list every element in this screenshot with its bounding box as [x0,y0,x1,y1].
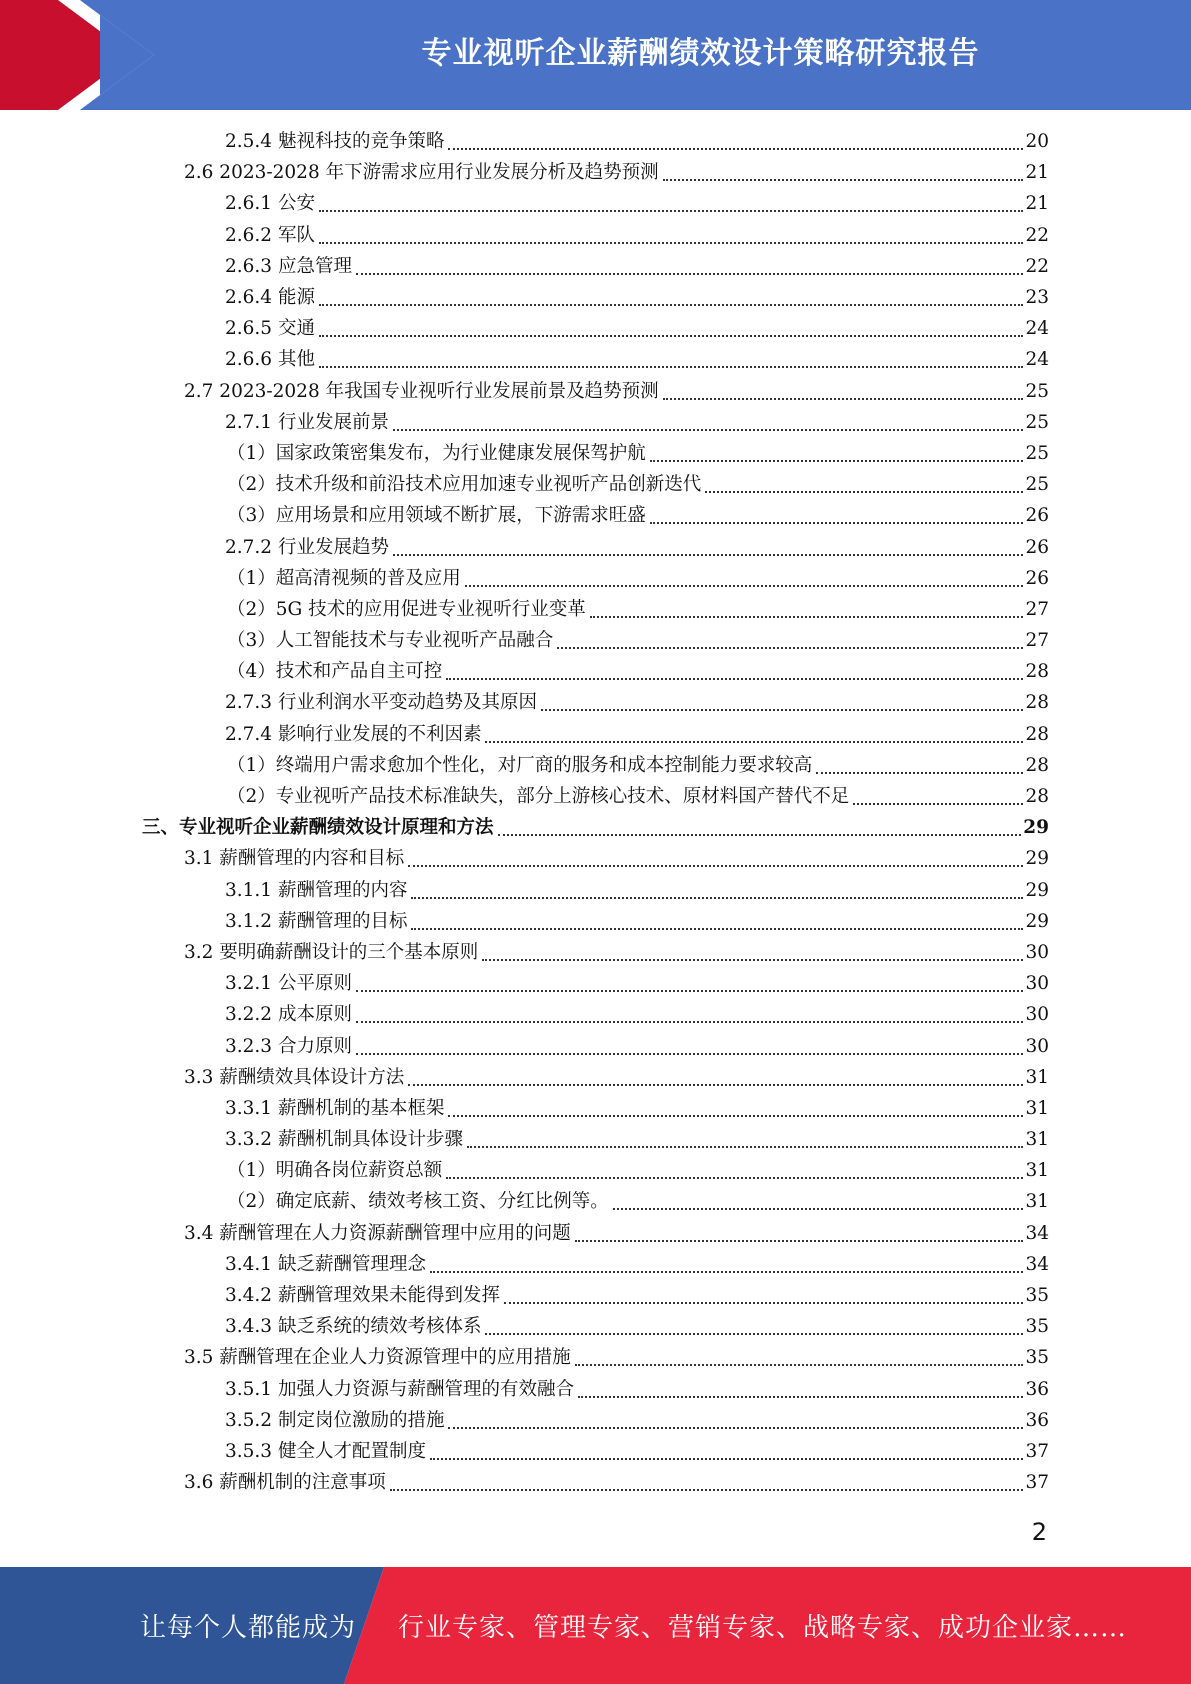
toc-entry[interactable] [0,719,1191,750]
header-banner [0,0,1191,110]
toc-entry[interactable] [0,1218,1191,1249]
toc-entry-page: 31 [1025,1129,1049,1151]
toc-entry-page: 30 [1025,1004,1049,1026]
toc-entry-title: 三、专业视听企业薪酬绩效设计原理和方法 [142,817,494,839]
toc-entry-page: 28 [1025,786,1049,808]
toc-entry-page: 22 [1025,224,1049,246]
toc-entry-title: 3.1.1 薪酬管理的内容 [225,879,408,901]
report-title: 专业视听企业薪酬绩效设计策略研究报告 [421,36,980,71]
toc-entry-page: 31 [1025,1066,1049,1088]
toc-entry-title: 2.7 2023-2028 年我国专业视听行业发展前景及趋势预测 [184,380,659,402]
toc-entry[interactable] [0,1374,1191,1405]
toc-entry[interactable] [0,438,1191,469]
toc-entry[interactable] [0,1030,1191,1061]
toc-entry[interactable] [0,1436,1191,1467]
toc-entry[interactable] [0,968,1191,999]
toc-entry[interactable] [0,1093,1191,1124]
toc-entry-page: 35 [1025,1316,1049,1338]
toc-entry[interactable] [0,407,1191,438]
toc-dot-leader [408,1083,1023,1086]
toc-entry-title: 2.6.4 能源 [225,287,315,309]
toc-entry-page: 36 [1025,1378,1049,1400]
toc-dot-leader [356,272,1024,275]
toc-entry-page: 28 [1025,661,1049,683]
toc-entry-page: 22 [1025,255,1049,277]
toc-entry-title: 3.4.3 缺乏系统的绩效考核体系 [225,1316,482,1338]
toc-dot-leader [578,1395,1023,1398]
toc-entry-title: 3.6 薪酬机制的注意事项 [184,1472,386,1494]
toc-dot-leader [319,241,1024,244]
toc-dot-leader [590,615,1024,618]
toc-entry-title: （2）确定底薪、绩效考核工资、分红比例等。 [227,1191,609,1213]
toc-entry-page: 28 [1025,754,1049,776]
toc-dot-leader [393,428,1023,431]
toc-entry-page: 34 [1025,1253,1049,1275]
toc-entry-page: 31 [1025,1191,1049,1213]
toc-entry-title: 3.2 要明确薪酬设计的三个基本原则 [184,941,479,963]
toc-dot-leader [663,178,1024,181]
toc-entry-title: 2.6.2 军队 [225,224,315,246]
toc-entry[interactable] [0,937,1191,968]
toc-entry[interactable] [0,812,1191,843]
toc-entry[interactable] [0,1249,1191,1280]
toc-dot-leader [446,677,1023,680]
toc-entry-title: 3.3 薪酬绩效具体设计方法 [184,1066,405,1088]
toc-dot-leader [393,553,1023,556]
toc-entry-page: 24 [1025,318,1049,340]
toc-dot-leader [430,1457,1023,1460]
toc-entry-page: 35 [1025,1285,1049,1307]
toc-dot-leader [356,989,1024,992]
toc-entry-title: （1）明确各岗位薪资总额 [227,1160,443,1182]
toc-entry[interactable] [0,1186,1191,1217]
toc-dot-leader [663,397,1024,400]
toc-entry-title: 3.2.3 合力原则 [225,1035,352,1057]
toc-entry-page: 37 [1025,1472,1049,1494]
toc-entry-page: 28 [1025,723,1049,745]
toc-entry-title: 2.6 2023-2028 年下游需求应用行业发展分析及趋势预测 [184,162,659,184]
toc-entry-page: 29 [1023,817,1049,839]
toc-dot-leader [408,864,1023,867]
toc-entry[interactable] [0,1280,1191,1311]
toc-entry-title: （3）人工智能技术与专业视听产品融合 [227,630,554,652]
toc-entry-page: 29 [1025,879,1049,901]
toc-entry[interactable] [0,687,1191,718]
toc-entry[interactable] [0,531,1191,562]
toc-dot-leader [446,1176,1023,1179]
toc-entry[interactable] [0,500,1191,531]
toc-entry-title: 3.4 薪酬管理在人力资源薪酬管理中应用的问题 [184,1222,571,1244]
toc-dot-leader [705,490,1023,493]
toc-entry-title: （4）技术和产品自主可控 [227,661,443,683]
toc-dot-leader [319,365,1024,368]
toc-entry[interactable] [0,157,1191,188]
toc-entry[interactable] [0,1155,1191,1186]
toc-entry-title: 2.7.3 行业利润水平变动趋势及其原因 [225,692,537,714]
toc-entry-title: 2.6.6 其他 [225,349,315,371]
toc-entry-title: 2.6.5 交通 [225,318,315,340]
toc-entry-title: 3.2.1 公平原则 [225,973,352,995]
toc-entry[interactable] [0,656,1191,687]
toc-entry-page: 36 [1025,1409,1049,1431]
toc-entry-title: 2.7.2 行业发展趋势 [225,536,389,558]
toc-dot-leader [390,1488,1024,1491]
toc-entry-title: 3.4.2 薪酬管理效果未能得到发挥 [225,1285,500,1307]
toc-dot-leader [853,802,1023,805]
toc-entry[interactable] [0,376,1191,407]
toc-entry-page: 27 [1025,630,1049,652]
toc-dot-leader [816,771,1023,774]
toc-dot-leader [448,1426,1023,1429]
toc-entry[interactable] [0,843,1191,874]
toc-dot-leader [465,584,1024,587]
toc-dot-leader [575,1363,1024,1366]
toc-dot-leader [650,521,1024,524]
footer-slogan-right: 行业专家、管理专家、营销专家、战略专家、成功企业家…… [398,1613,1128,1643]
toc-entry-page: 35 [1025,1347,1049,1369]
toc-entry[interactable] [0,1062,1191,1093]
toc-entry[interactable] [0,906,1191,937]
toc-entry-page: 25 [1025,411,1049,433]
toc-entry-page: 26 [1025,536,1049,558]
toc-entry[interactable] [0,875,1191,906]
toc-dot-leader [430,1270,1023,1273]
toc-entry-page: 31 [1025,1160,1049,1182]
toc-entry[interactable] [0,344,1191,375]
toc-dot-leader [485,740,1023,743]
toc-entry[interactable] [0,126,1191,157]
toc-entry-page: 21 [1025,193,1049,215]
toc-entry[interactable] [0,1342,1191,1373]
toc-entry[interactable] [0,251,1191,282]
toc-entry-title: 3.5.1 加强人力资源与薪酬管理的有效融合 [225,1378,574,1400]
toc-dot-leader [650,459,1024,462]
toc-entry-page: 25 [1025,380,1049,402]
toc-dot-leader [467,1145,1023,1148]
toc-entry-title: （2）专业视听产品技术标准缺失，部分上游核心技术、原材料国产替代不足 [227,786,850,808]
toc-dot-leader [557,646,1023,649]
table-of-contents [0,126,1191,1498]
toc-entry-page: 29 [1025,848,1049,870]
toc-entry[interactable] [0,220,1191,251]
toc-entry[interactable] [0,282,1191,313]
toc-entry-title: 3.1.2 薪酬管理的目标 [225,910,408,932]
toc-entry-page: 26 [1025,505,1049,527]
toc-entry-title: 2.5.4 魅视科技的竞争策略 [225,131,445,153]
toc-dot-leader [356,1052,1024,1055]
toc-entry[interactable] [0,313,1191,344]
footer-banner [0,1567,1191,1684]
toc-entry-page: 21 [1025,162,1049,184]
toc-entry[interactable] [0,625,1191,656]
toc-entry-title: （2）技术升级和前沿技术应用加速专业视听产品创新迭代 [227,474,702,496]
toc-entry[interactable] [0,1311,1191,1342]
toc-entry[interactable] [0,1124,1191,1155]
toc-entry[interactable] [0,188,1191,219]
toc-entry[interactable] [0,750,1191,781]
toc-entry-title: 3.3.1 薪酬机制的基本框架 [225,1097,445,1119]
toc-entry-title: （1）超高清视频的普及应用 [227,567,461,589]
toc-entry-page: 30 [1025,1035,1049,1057]
toc-entry-title: 3.2.2 成本原则 [225,1004,352,1026]
toc-entry-title: 2.6.1 公安 [225,193,315,215]
toc-dot-leader [575,1239,1024,1242]
toc-dot-leader [482,958,1023,961]
toc-entry[interactable] [0,594,1191,625]
toc-dot-leader [541,708,1023,711]
toc-entry[interactable] [0,999,1191,1030]
toc-dot-leader [448,1114,1023,1117]
toc-entry-title: 3.1 薪酬管理的内容和目标 [184,848,405,870]
toc-entry-title: 2.7.4 影响行业发展的不利因素 [225,723,482,745]
toc-entry[interactable] [0,781,1191,812]
toc-dot-leader [485,1332,1023,1335]
toc-entry-title: （1）国家政策密集发布，为行业健康发展保驾护航 [227,442,646,464]
toc-entry-title: （2）5G 技术的应用促进专业视听行业变革 [227,598,586,620]
toc-entry-title: 2.6.3 应急管理 [225,255,352,277]
toc-entry-page: 24 [1025,349,1049,371]
toc-dot-leader [504,1301,1023,1304]
toc-dot-leader [498,833,1022,836]
toc-entry[interactable] [0,563,1191,594]
toc-dot-leader [411,927,1023,930]
toc-entry-title: 3.5 薪酬管理在企业人力资源管理中的应用措施 [184,1347,571,1369]
toc-entry-page: 25 [1025,442,1049,464]
toc-dot-leader [319,209,1024,212]
toc-dot-leader [613,1207,1024,1210]
toc-entry-page: 25 [1025,474,1049,496]
toc-entry-page: 30 [1025,973,1049,995]
toc-entry-page: 34 [1025,1222,1049,1244]
toc-dot-leader [411,896,1023,899]
toc-entry-title: 3.3.2 薪酬机制具体设计步骤 [225,1129,463,1151]
toc-entry-page: 29 [1025,910,1049,932]
toc-entry-title: 2.7.1 行业发展前景 [225,411,389,433]
toc-dot-leader [319,303,1024,306]
toc-entry-page: 20 [1025,131,1049,153]
toc-entry[interactable] [0,469,1191,500]
toc-entry-title: （1）终端用户需求愈加个性化，对厂商的服务和成本控制能力要求较高 [227,754,813,776]
toc-entry-page: 30 [1025,941,1049,963]
red-arrow-decoration [0,0,160,110]
toc-dot-leader [448,147,1023,150]
page-number: 2 [1031,1518,1047,1546]
toc-entry-page: 27 [1025,598,1049,620]
toc-entry[interactable] [0,1467,1191,1498]
toc-entry-title: （3）应用场景和应用领域不断扩展，下游需求旺盛 [227,505,646,527]
toc-dot-leader [356,1020,1024,1023]
toc-entry-page: 37 [1025,1440,1049,1462]
toc-entry-title: 3.5.3 健全人才配置制度 [225,1440,426,1462]
toc-entry-page: 23 [1025,287,1049,309]
toc-entry[interactable] [0,1405,1191,1436]
toc-entry-page: 26 [1025,567,1049,589]
toc-entry-title: 3.4.1 缺乏薪酬管理理念 [225,1253,426,1275]
footer-slogan-left: 让每个人都能成为 [140,1613,357,1643]
toc-dot-leader [319,334,1024,337]
toc-entry-page: 31 [1025,1097,1049,1119]
toc-entry-title: 3.5.2 制定岗位激励的措施 [225,1409,445,1431]
toc-entry-page: 28 [1025,692,1049,714]
